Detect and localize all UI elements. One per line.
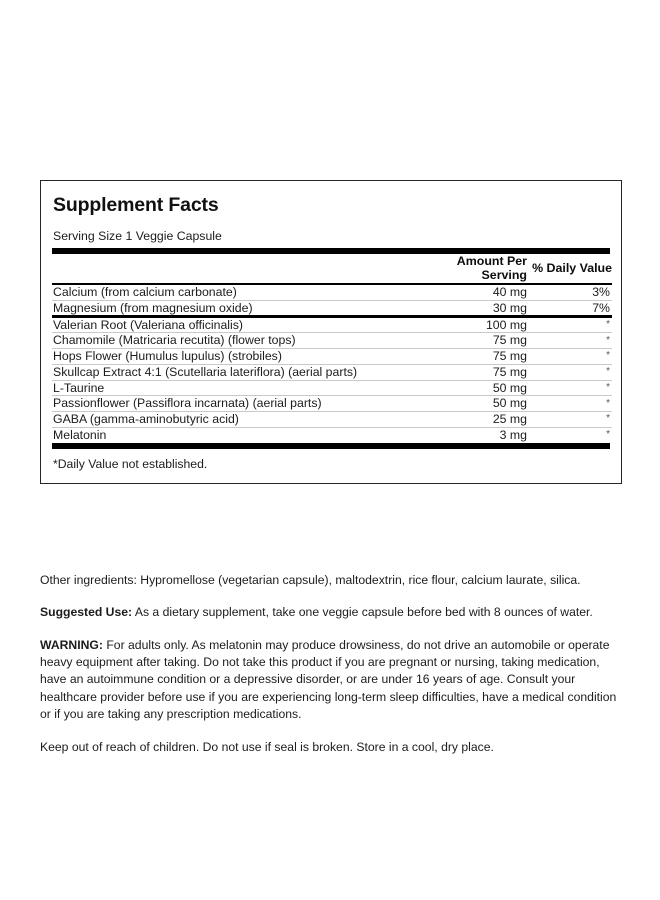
body-copy-section	[40, 572, 622, 771]
ingredient-daily-value: *	[606, 429, 610, 441]
serving-size-text: Serving Size 1 Veggie Capsule	[53, 229, 222, 244]
table-row	[52, 428, 612, 443]
storage-paragraph: Keep out of reach of children. Do not use if seal is broken. Store in a cool, dry place.	[40, 740, 494, 755]
ingredient-amount: 100 mg	[485, 317, 527, 332]
suggested-use-paragraph	[40, 604, 622, 621]
table-row	[52, 349, 612, 364]
table-row	[52, 396, 612, 411]
ingredient-daily-value: *	[606, 381, 610, 393]
table-row	[52, 285, 612, 300]
ingredient-amount: 25 mg	[492, 412, 527, 427]
ingredient-name: L-Taurine	[53, 380, 105, 395]
ingredient-daily-value: *	[606, 366, 610, 378]
ingredient-daily-value: *	[606, 350, 610, 362]
daily-value-footnote: *Daily Value not established.	[53, 456, 208, 471]
nutrition-rows-table	[52, 285, 612, 443]
ingredient-daily-value: *	[606, 413, 610, 425]
supplement-facts-panel	[40, 180, 622, 484]
ingredient-name: Passionflower (Passiflora incarnata) (aerial parts)	[53, 396, 322, 411]
ingredient-name: Magnesium (from magnesium oxide)	[53, 300, 253, 315]
table-header-row	[52, 254, 612, 283]
ingredient-name: GABA (gamma-aminobutyric acid)	[53, 412, 239, 427]
header-amount-per-serving: Amount Per Serving	[456, 254, 527, 283]
table-row	[52, 333, 612, 348]
ingredient-daily-value: *	[606, 318, 610, 330]
ingredient-name: Valerian Root (Valeriana officinalis)	[53, 317, 244, 332]
warning-text: For adults only. As melatonin may produce drowsiness, do not drive an automobile or operate heavy equipment after taking. Do not take this product if you are pregnant or nursing, taking medication, have an autoimmune condition or a depressive disorder, or are under 16 years of age. Consult your healthcare provider before use if you are experiencing long-term sleep difficulties, have a medical condition or if you are taking any prescription medications.	[40, 637, 617, 721]
ingredient-daily-value: 7%	[592, 300, 610, 315]
nutrition-table-body	[52, 254, 612, 285]
ingredient-amount: 50 mg	[492, 396, 527, 411]
suggested-use-label: Suggested Use:	[40, 605, 133, 620]
page-title: Supplement Facts	[53, 194, 219, 216]
ingredient-name: Chamomile (Matricaria recutita) (flower tops)	[53, 333, 296, 348]
ingredient-daily-value: 3%	[592, 284, 610, 299]
ingredient-amount: 30 mg	[492, 300, 527, 315]
ingredient-name: Skullcap Extract 4:1 (Scutellaria lateriflora) (aerial parts)	[53, 364, 358, 379]
rule-thick-bottom	[52, 443, 610, 449]
header-daily-value: % Daily Value	[532, 261, 612, 276]
table-row	[52, 318, 612, 333]
ingredient-daily-value: *	[606, 334, 610, 346]
table-row	[52, 412, 612, 427]
ingredient-name: Melatonin	[53, 427, 107, 442]
ingredient-name: Hops Flower (Humulus lupulus) (strobiles)	[53, 349, 282, 364]
nutrition-table	[52, 254, 612, 285]
warning-label: WARNING:	[40, 637, 103, 652]
ingredient-amount: 50 mg	[492, 380, 527, 395]
warning-paragraph	[40, 637, 622, 724]
table-row	[52, 365, 612, 380]
other-ingredients-paragraph: Other ingredients: Hypromellose (vegetarian capsule), maltodextrin, rice flour, calcium laurate, silica.	[40, 573, 581, 587]
suggested-use-text: As a dietary supplement, take one veggie capsule before bed with 8 ounces of water.	[132, 605, 593, 620]
ingredient-amount: 75 mg	[492, 349, 527, 364]
ingredient-amount: 75 mg	[492, 364, 527, 379]
ingredient-amount: 3 mg	[499, 427, 527, 442]
table-row	[52, 381, 612, 396]
ingredient-amount: 40 mg	[492, 284, 527, 299]
table-row	[52, 301, 612, 316]
ingredient-rows	[52, 285, 612, 443]
ingredient-daily-value: *	[606, 397, 610, 409]
ingredient-amount: 75 mg	[492, 333, 527, 348]
ingredient-name: Calcium (from calcium carbonate)	[53, 284, 237, 299]
